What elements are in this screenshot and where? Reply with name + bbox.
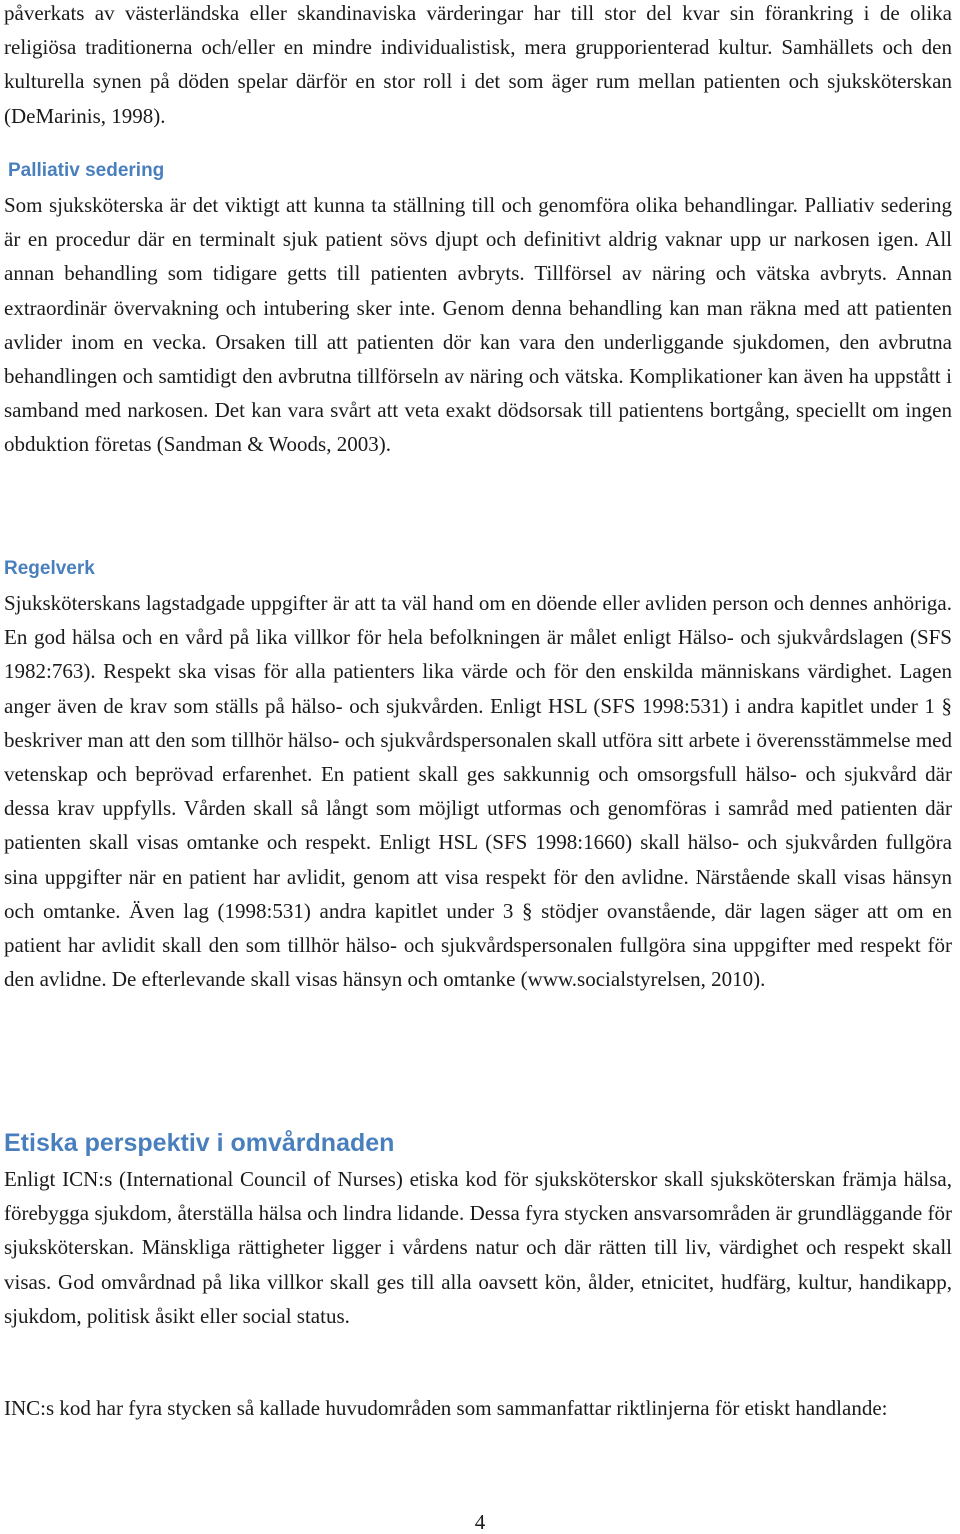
regelverk-paragraph: Sjuksköterskans lagstadgade uppgifter är att ta väl hand om en döende eller avliden person och dennes anhöriga. En god hälsa och en vård på lika villkor för hela befolkningen är målet enligt Hälso- och sjukvårdslagen (SFS 1982:763). Respekt ska visas för alla patienters lika värde och för den enskilda människans värdighet. Lagen anger även de krav som ställs på hälso- och sjukvården. Enligt HSL (SFS 1998:531) i andra kapitlet under 1 § beskriver man att den som tillhör hälso- och sjukvårdspersonalen skall utföra sitt arbete i överensstämmelse med vetenskap och beprövad erfarenhet. En patient skall ges sakkunnig och omsorgsfull hälso- och sjukvård där dessa krav uppfylls. Vården skall så långt som möjligt utformas och genomföras i samråd med patienten där patienten skall visas omtanke och respekt. Enligt HSL (SFS 1998:1660) skall hälso- och sjukvården fullgöra sina uppgifter när en patient har avlidit, genom att visa respekt för den avlidne. Närstående skall visas hänsyn och omtanke. Även lag (1998:531) andra kapitlet under 3 § stödjer ovanstående, där lagen säger att om en patient har avlidit skall den som tillhör hälso- och sjukvårdspersonalen fullgöra sina uppgifter med respekt för den avlidne. De efterlevande skall visas hänsyn och omtanke (www.socialstyrelsen, 2010). bbox=[4, 591, 952, 992]
heading-etiska-perspektiv: Etiska perspektiv i omvårdnaden bbox=[4, 1129, 395, 1157]
page-number: 4 bbox=[474, 1510, 486, 1534]
palliativ-paragraph: Som sjuksköterska är det viktigt att kunna ta ställning till och genomföra olika behandlingar. Palliativ sedering är en procedur där en terminalt sjuk patient sövs djupt och definitivt aldrig vaknar upp ur narkosen igen. All annan behandling som tidigare getts till patienten avbryts. Tillförsel av näring och vätska avbryts. Annan extraordinär övervakning och intubering sker inte. Genom denna behandling kan man räkna med att patienten avlider inom en vecka. Orsaken till att patienten dör kan vara den underliggande sjukdomen, den avbrutna behandlingen och samtidigt den avbrutna tillförseln av näring och vätska. Komplikationer kan även ha uppstått i samband med narkosen. Det kan vara svårt att veta exakt dödsorsak till patientens bortgång, speciellt om ingen obduktion företas (Sandman & Woods, 2003). bbox=[4, 193, 952, 457]
etiska-paragraph-1: Enligt ICN:s (International Council of Nurses) etiska kod för sjuksköterskor skall sjuksköterskan främja hälsa, förebygga sjukdom, återställa hälsa och lindra lidande. Dessa fyra stycken ansvarsområden är grundläggande för sjuksköterskan. Mänskliga rättigheter ligger i vårdens natur och där rätten till liv, värdighet och respekt skall visas. God omvårdnad på lika villkor skall ges till alla oavsett kön, ålder, etnicitet, hudfärg, kultur, handikapp, sjukdom, politisk åsikt eller social status. bbox=[4, 1167, 952, 1328]
etiska-paragraph-2: INC:s kod har fyra stycken så kallade huvudområden som sammanfattar riktlinjerna för etiskt handlande: bbox=[4, 1396, 888, 1420]
heading-palliativ-sedering: Palliativ sedering bbox=[8, 160, 165, 181]
intro-paragraph: påverkats av västerländska eller skandinaviska värderingar har till stor del kvar sin förankring i de olika religiösa traditionerna och/eller en mindre individualistisk, mera grupporienterad kultur. Samhällets och den kulturella synen på döden spelar därför en stor roll i det som äger rum mellan patienten och sjuksköterskan (DeMarinis, 1998). bbox=[4, 1, 952, 128]
heading-regelverk: Regelverk bbox=[4, 558, 95, 579]
